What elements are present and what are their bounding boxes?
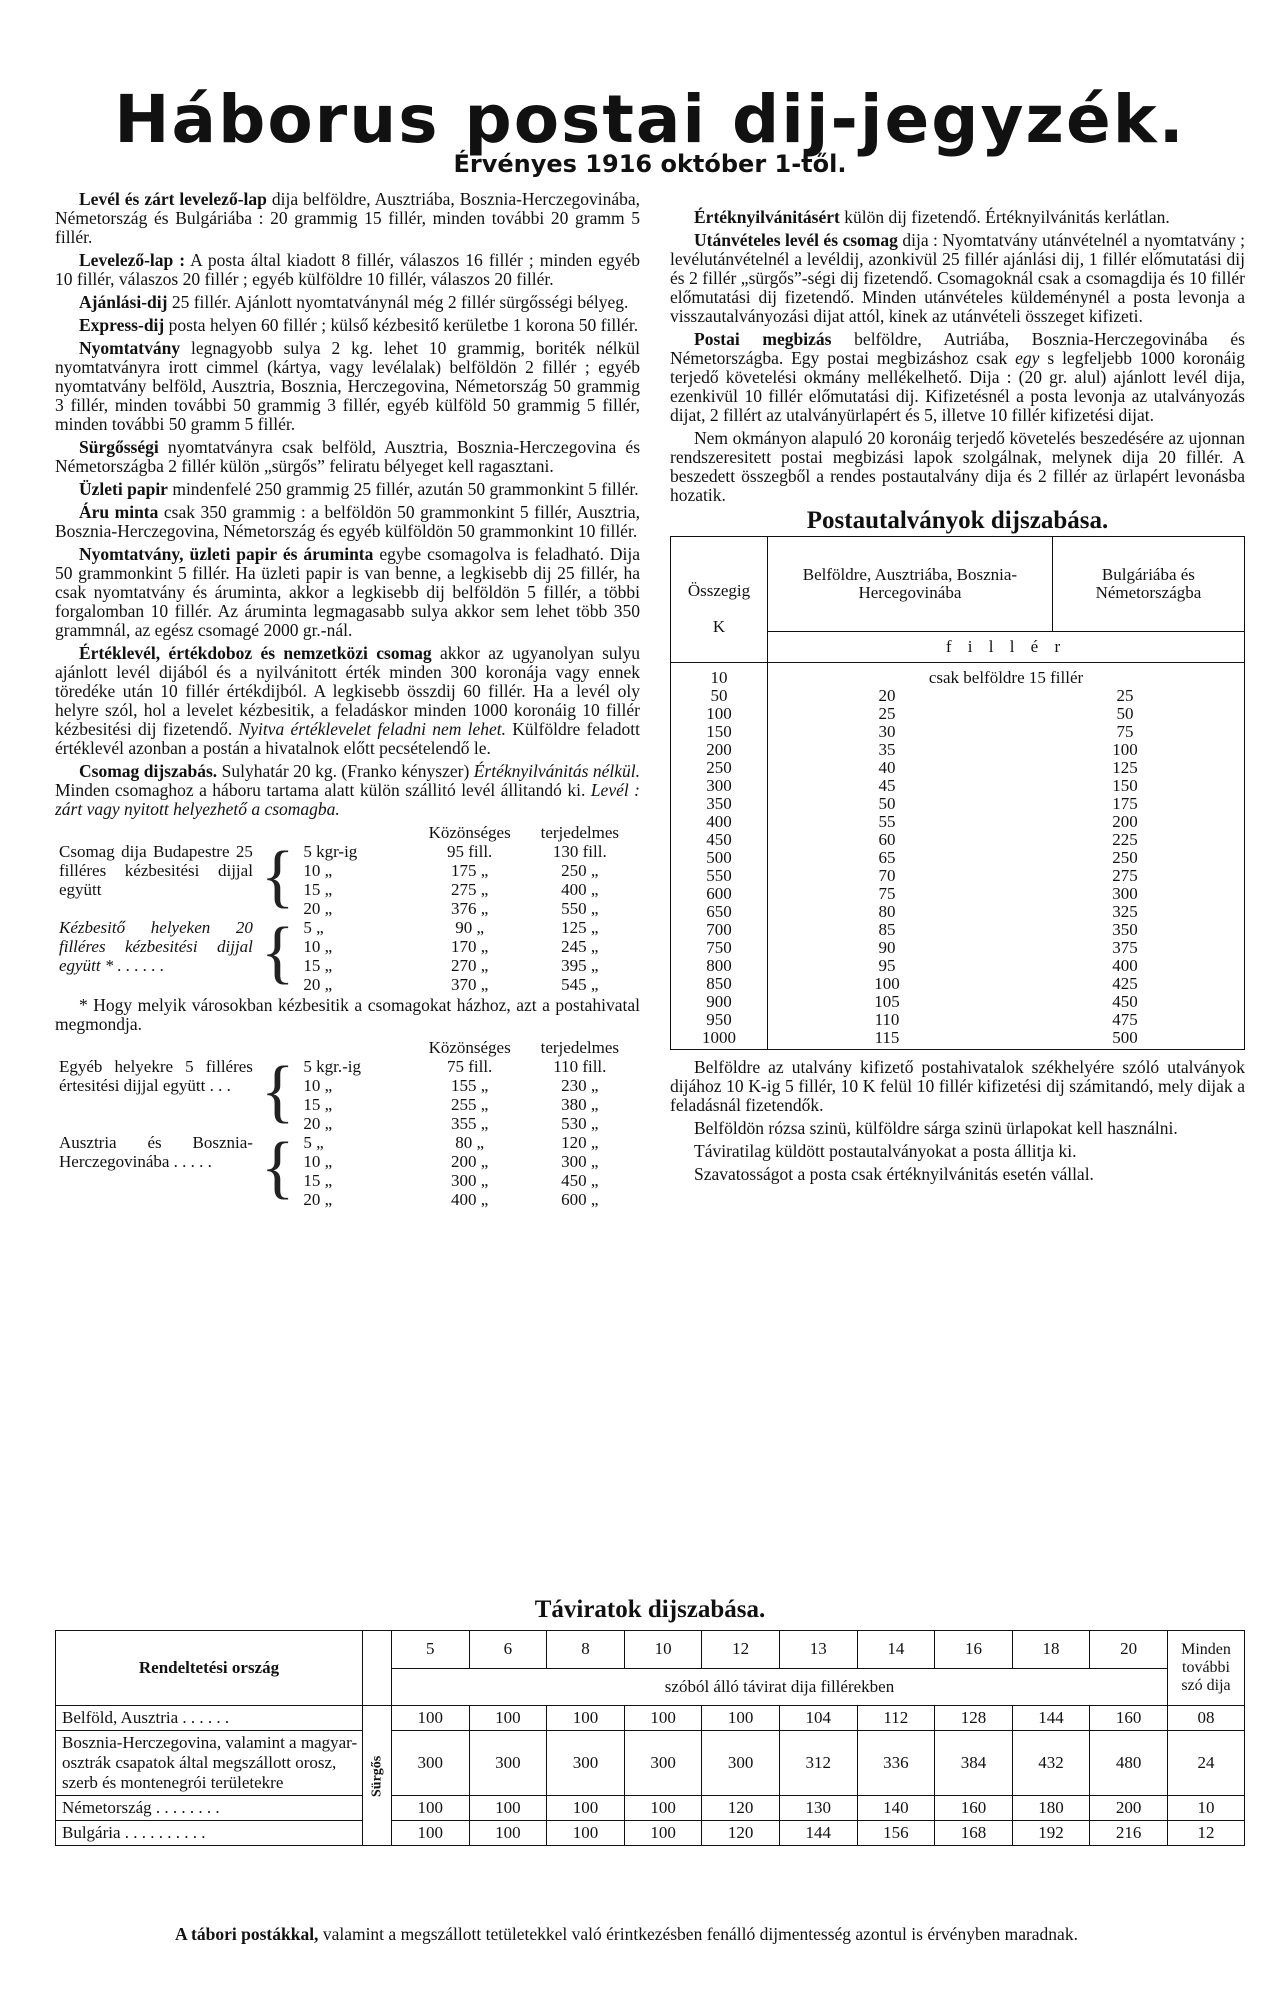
- amount-value: 10: [710, 668, 728, 687]
- amount-value: 750: [706, 938, 732, 957]
- fee-foreign: 50: [1116, 704, 1134, 723]
- fee-foreign: 375: [1112, 938, 1138, 957]
- country-cell: Németország . . . . . . . .: [56, 1796, 363, 1821]
- footer-note: [55, 1925, 1245, 1944]
- fee-foreign: 275: [1112, 866, 1138, 885]
- fee-foreign: 450: [1112, 992, 1138, 1011]
- fee-row: [768, 687, 1244, 705]
- col-words: 5: [392, 1631, 470, 1669]
- weight-cell: 15 „: [303, 956, 333, 975]
- col-foreign: Bulgáriába és Németországba: [1052, 537, 1244, 632]
- text-urgent: nyomtatványra csak belföld, Ausztria, Bosznia-Herczegovina és Németországba 2 fillér külön „sürgős” feliratu bélyeget kell ragasztani.: [55, 437, 640, 476]
- weight-cell: 10 „: [303, 1076, 333, 1095]
- fee-domestic: 65: [878, 848, 896, 867]
- price-cell: 170 „: [450, 937, 489, 956]
- text-express: posta helyen 60 fillér ; külső kézbesitő kerületbe 1 korona 50 fillér.: [168, 315, 639, 335]
- fee-foreign: 175: [1112, 794, 1138, 813]
- fee-domestic: 100: [874, 974, 900, 993]
- text-combined: egybe csomagolva is feladható. Dija 50 grammonkint 5 fillér. Ha üzleti papir is van benne, a legkisebb dij 25 fillér, ha csak nyomtatvány és áruminta, akkor a legkisebb dij belföldön 5 fillér, a többi forgalomban 10 fillér. Az áruminta legmagasabb sulya akkor sem lehet több 350 grammnál, az egész csomagé 2000 gr.-nál.: [55, 544, 640, 640]
- left-column: [55, 190, 640, 1209]
- weight-cell: 5 kgr.-ig: [303, 1057, 361, 1076]
- col-words: 18: [1012, 1631, 1090, 1669]
- term-postcard: Levelező-lap :: [79, 250, 186, 270]
- fee-row: [768, 813, 1244, 831]
- text-printed: legnagyobb sulya 2 kg. lehet 10 grammig, boriték nélkül nyomtatványra irott cimmel (kártya, vagy levélalak) belföldön 2 fillér ; egyéb nyomtatvány belföld, Ausztria, Bosznia, Herczegovina, Németország 50 grammig 3 fillér, minden további 50 grammig 3 fillér, egyéb külföld 50 grammig 5 fillér, minden további 50 gramm 5 fillér.: [55, 338, 640, 434]
- amount-value: 400: [706, 812, 732, 831]
- fee-row: [768, 1011, 1244, 1029]
- fee-row: [768, 957, 1244, 975]
- price-cell: 400 „: [561, 880, 599, 899]
- rate-cell: 300: [469, 1731, 547, 1796]
- fee-row: [768, 831, 1244, 849]
- rate-cell: 100: [547, 1706, 625, 1731]
- paragraph-urgent: [55, 438, 640, 476]
- price-cell: 120 „: [561, 1133, 599, 1152]
- amount-value: 950: [706, 1010, 732, 1029]
- weight-cell: 15 „: [303, 1095, 333, 1114]
- fee-row: [768, 867, 1244, 885]
- fee-domestic: 70: [878, 866, 896, 885]
- text-parcel-italic: Értéknyilvánitás nélkül.: [473, 761, 641, 781]
- fee-domestic: 60: [878, 830, 896, 849]
- rate-cell: 100: [547, 1796, 625, 1821]
- rate-cell: 130: [779, 1796, 857, 1821]
- fees-subtable: [768, 687, 1244, 1047]
- rate-cell: 480: [1090, 1731, 1168, 1796]
- col-bulky: terjedelmes: [540, 823, 619, 842]
- text-postcard: A posta által kiadott 8 fillér, válaszos 16 fillér ; minden egyéb 10 fillér, válaszos 20 fillér ; egyéb külföldre 10 fillér, válaszos 20 fillér.: [55, 250, 640, 289]
- term-express: Express-dij: [79, 315, 165, 335]
- right-column: [670, 208, 1245, 1188]
- footer-text: valamint a megszállott tetületekkel való érintkezésben fenálló dijmentesség azontul is érvényben maradnak.: [322, 1924, 1078, 1944]
- text-parcel-italic2: Levél : zárt vagy nyitott helyezhető a csomagba.: [55, 780, 640, 819]
- fee-foreign: 500: [1112, 1028, 1138, 1047]
- rate-cell: 336: [857, 1731, 935, 1796]
- price-cell: 245 „: [561, 937, 599, 956]
- price-cell: 545 „: [561, 975, 599, 994]
- parcel-block-1: [55, 842, 640, 861]
- price-cell: 450 „: [561, 1171, 599, 1190]
- fee-domestic: 115: [874, 1028, 900, 1047]
- price-cell: 550 „: [561, 899, 599, 918]
- money-order-table: [670, 536, 1245, 1050]
- fee-foreign: 25: [1116, 686, 1134, 705]
- tg-row-1: [56, 1706, 1245, 1731]
- weight-cell: 20 „: [303, 975, 333, 994]
- weight-cell: 20 „: [303, 1190, 333, 1209]
- weight-cell: 15 „: [303, 880, 333, 899]
- paragraph-parcel: [55, 762, 640, 819]
- rate-cell: 100: [469, 1706, 547, 1731]
- fee-domestic: 25: [878, 704, 896, 723]
- amount-value: 800: [706, 956, 732, 975]
- text-sample: csak 350 grammig : a belföldön 50 grammonkint 5 fillér, Ausztria, Bosznia-Herczegovina, Németország és egyéb külföldön 50 grammonkint 10 fillér.: [55, 502, 640, 541]
- paragraph-value-declaration: [670, 208, 1245, 227]
- rate-cell: 120: [702, 1796, 780, 1821]
- fee-foreign: 150: [1112, 776, 1138, 795]
- amount-value: 600: [706, 884, 732, 903]
- price-cell: 600 „: [561, 1190, 599, 1209]
- amount-value: 700: [706, 920, 732, 939]
- paragraph-printed: [55, 339, 640, 434]
- fee-row: [768, 759, 1244, 777]
- amount-value: 100: [706, 704, 732, 723]
- price-cell: 80 „: [455, 1133, 485, 1152]
- rate-cell: 100: [392, 1821, 470, 1846]
- rate-cell: 100: [392, 1796, 470, 1821]
- rate-cell: 312: [779, 1731, 857, 1796]
- money-order-title: Postautalványok dijszabása.: [806, 507, 1109, 534]
- paragraph-express: [55, 316, 640, 335]
- paragraph-forms: Belföldön rózsa szinü, külföldre sárga szinü ürlapokat kell használni.: [694, 1118, 1178, 1138]
- rate-cell: 140: [857, 1796, 935, 1821]
- fee-row: [768, 705, 1244, 723]
- col-ordinary: Közönséges: [428, 823, 511, 842]
- price-cell: 530 „: [561, 1114, 599, 1133]
- weight-cell: 10 „: [303, 1152, 333, 1171]
- fee-domestic: 75: [878, 884, 896, 903]
- rate-cell: 144: [1012, 1706, 1090, 1731]
- rate-cell: 100: [624, 1821, 702, 1846]
- price-cell: 75 fill.: [446, 1057, 493, 1076]
- rate-cell: 384: [935, 1731, 1013, 1796]
- price-cell: 300 „: [450, 1171, 489, 1190]
- tg-row-4: [56, 1821, 1245, 1846]
- amount-value: 200: [706, 740, 732, 759]
- tg-row-2: [56, 1731, 1245, 1796]
- text-value-letter-italic: Nyitva értéklevelet feladni nem lehet.: [238, 719, 506, 739]
- first-row-note: csak belföldre 15 fillér: [928, 668, 1084, 687]
- price-cell: 230 „: [561, 1076, 599, 1095]
- fee-foreign: 125: [1112, 758, 1138, 777]
- col-amount-label: Összegig: [687, 580, 751, 600]
- text-postal-order-b: s legfeljebb 1000 koronáig terjedő követelési okmány mellékelhető. Dija : (20 gr. alul) ajánlott levél dija, ezenkivül 10 fillér előmutatási dij. Kifizetésnél a posta levonja az utalványozás dijat, 2 fillért az utalványürlapért és 5, illetve 10 fillér kifizetési dijat.: [670, 348, 1246, 425]
- col-words: 6: [469, 1631, 547, 1669]
- col-country: Rendeltetési ország: [56, 1631, 363, 1706]
- paragraph-cod: [670, 231, 1245, 326]
- fee-row: [768, 885, 1244, 903]
- fee-row: [768, 795, 1244, 813]
- paragraph-telegraphic: Táviratilag küldött postautalványokat a posta állitja ki.: [694, 1141, 1077, 1161]
- parcel-block-2: [55, 918, 640, 937]
- fee-domestic: 45: [878, 776, 896, 795]
- weight-cell: 15 „: [303, 1171, 333, 1190]
- text-value-declaration: külön dij fizetendő. Értéknyilvánitás kerlátlan.: [844, 207, 1170, 227]
- fee-domestic: 90: [878, 938, 896, 957]
- country-cell: Bosznia-Herczegovina, valamint a magyar-osztrák csapatok által megszállott orosz, szerb és montenegrói területekre: [56, 1731, 363, 1796]
- urgent-label: Sürgős: [363, 1706, 392, 1846]
- rate-cell: 300: [392, 1731, 470, 1796]
- rate-cell: 100: [702, 1706, 780, 1731]
- price-cell: 125 „: [561, 918, 599, 937]
- brace: {: [260, 1129, 295, 1206]
- amount-value: 500: [706, 848, 732, 867]
- paragraph-postcard: [55, 251, 640, 289]
- term-cod: Utánvételes levél és csomag: [694, 230, 898, 250]
- fee-domestic: 35: [878, 740, 896, 759]
- fee-domestic: 30: [878, 722, 896, 741]
- price-cell: 90 „: [455, 918, 485, 937]
- fee-domestic: 110: [874, 1010, 900, 1029]
- price-cell: 250 „: [561, 861, 599, 880]
- term-business: Üzleti papir: [79, 479, 168, 499]
- rate-cell: 200: [1090, 1796, 1168, 1821]
- term-combined: Nyomtatvány, üzleti papir és áruminta: [79, 544, 374, 564]
- rate-cell: 168: [935, 1821, 1013, 1846]
- fee-row: [768, 975, 1244, 993]
- paragraph-business: [55, 480, 640, 499]
- rate-cell: 08: [1168, 1706, 1245, 1731]
- amount-value: 300: [706, 776, 732, 795]
- rate-cell: 100: [547, 1821, 625, 1846]
- amount-value: 450: [706, 830, 732, 849]
- rate-cell: 100: [624, 1706, 702, 1731]
- country-cell: Bulgária . . . . . . . . . .: [56, 1821, 363, 1846]
- price-cell: 255 „: [450, 1095, 489, 1114]
- rate-cell: 300: [547, 1731, 625, 1796]
- fee-foreign: 325: [1112, 902, 1138, 921]
- fee-foreign: 425: [1112, 974, 1138, 993]
- rate-cell: 192: [1012, 1821, 1090, 1846]
- parcel-block-label: Ausztria és Bosznia-Herczegovinába . . . . .: [59, 1133, 253, 1171]
- document-page: [55, 60, 1245, 1960]
- fee-domestic: 85: [878, 920, 896, 939]
- price-cell: 380 „: [561, 1095, 599, 1114]
- price-cell: 395 „: [561, 956, 599, 975]
- term-printed: Nyomtatvány: [79, 338, 181, 358]
- fee-foreign: 250: [1112, 848, 1138, 867]
- brace: {: [260, 914, 295, 991]
- term-value-declaration: Értéknyilvánitásért: [694, 207, 840, 227]
- rate-cell: 432: [1012, 1731, 1090, 1796]
- paragraph-letter: [55, 190, 640, 247]
- fee-row: [768, 939, 1244, 957]
- rate-cell: 12: [1168, 1821, 1245, 1846]
- rate-cell: 100: [392, 1706, 470, 1731]
- fees-cell: [768, 663, 1245, 1050]
- amount-value: 350: [706, 794, 732, 813]
- rate-cell: 160: [1090, 1706, 1168, 1731]
- rate-cell: 112: [857, 1706, 935, 1731]
- amount-value: 900: [706, 992, 732, 1011]
- term-postal-order: Postai megbizás: [694, 329, 832, 349]
- paragraph-claims: Nem okmányon alapuló 20 koronáig terjedő követelés beszedésére az ujonnan rendszeresitett postai megbizási lapok szolgálnak, melynek dija 20 fillér. A beszedett összegből a rendes postautalvány dija és 2 fillér az ürlapért levonásba hozatik.: [670, 428, 1245, 505]
- col-bulky: terjedelmes: [540, 1038, 619, 1057]
- term-registration: Ajánlási-dij: [79, 292, 168, 312]
- parcel-block-label: Csomag dija Budapestre 25 filléres kézbesitési dijjal együtt: [59, 842, 253, 899]
- subtitle: Érvényes 1916 október 1-től.: [453, 150, 847, 178]
- weight-cell: 20 „: [303, 1114, 333, 1133]
- parcel-block-label: Egyéb helyekre 5 filléres értesitési dijjal együtt . . .: [59, 1057, 253, 1095]
- weight-cell: 10 „: [303, 861, 333, 880]
- parcel-note: * Hogy melyik városokban kézbesitik a csomagokat házhoz, azt a postahivatal megmondja.: [55, 995, 640, 1034]
- text-parcel-b: Minden csomaghoz a háboru tartama alatt külön szállitó levél állitandó ki.: [55, 780, 586, 800]
- fee-row: [768, 849, 1244, 867]
- weight-cell: 5 „: [303, 1133, 324, 1152]
- rate-cell: 300: [624, 1731, 702, 1796]
- fee-row: [768, 1029, 1244, 1047]
- fee-domestic: 50: [878, 794, 896, 813]
- rate-cell: 144: [779, 1821, 857, 1846]
- amount-value: 250: [706, 758, 732, 777]
- amount-value: 850: [706, 974, 732, 993]
- paragraph-value-letter: [55, 644, 640, 758]
- fee-foreign: 225: [1112, 830, 1138, 849]
- fee-row: [768, 723, 1244, 741]
- col-words: 10: [624, 1631, 702, 1669]
- rate-cell: 100: [469, 1796, 547, 1821]
- col-domestic: Belföldre, Ausztriába, Bosznia-Hercegovinába: [768, 537, 1053, 632]
- rate-cell: 216: [1090, 1821, 1168, 1846]
- amount-value: 50: [710, 686, 728, 705]
- parcel-block-3: [55, 1057, 640, 1076]
- col-words: 16: [935, 1631, 1013, 1669]
- paragraph-sample: [55, 503, 640, 541]
- fee-row: [768, 741, 1244, 759]
- rate-cell: 120: [702, 1821, 780, 1846]
- rate-cell: 24: [1168, 1731, 1245, 1796]
- brace: {: [260, 1053, 295, 1130]
- parcel-rates-table-2: [55, 1038, 640, 1209]
- price-cell: 275 „: [450, 880, 489, 899]
- fee-foreign: 350: [1112, 920, 1138, 939]
- col-amount: [671, 537, 768, 663]
- fee-foreign: 200: [1112, 812, 1138, 831]
- telegraph-title: Táviratok dijszabása.: [534, 1596, 766, 1623]
- col-ordinary: Közönséges: [428, 1038, 511, 1057]
- fee-foreign: 400: [1112, 956, 1138, 975]
- amount-value: 150: [706, 722, 732, 741]
- fee-foreign: 300: [1112, 884, 1138, 903]
- text-postal-order: belföldre, Autriába, Bosznia-Herczegovinába és Németországba. Egy postai megbizáshoz csak: [670, 329, 1245, 368]
- rate-cell: 156: [857, 1821, 935, 1846]
- parcel-rates-table-1: [55, 823, 640, 994]
- col-words: 14: [857, 1631, 935, 1669]
- text-registration: 25 fillér. Ajánlott nyomtatványnál még 2 fillér sürgősségi bélyeg.: [171, 292, 629, 312]
- weight-cell: 10 „: [303, 937, 333, 956]
- rate-cell: 100: [469, 1821, 547, 1846]
- spacer-cell: [363, 1631, 392, 1669]
- price-cell: 130 fill.: [552, 842, 607, 861]
- price-cell: 175 „: [450, 861, 489, 880]
- fee-domestic: 95: [878, 956, 896, 975]
- term-sample: Áru minta: [79, 502, 159, 522]
- fee-row: [768, 993, 1244, 1011]
- col-extra-word: Minden további szó dija: [1168, 1631, 1245, 1706]
- paragraph-domestic-fee: Belföldre az utalvány kifizető postahivatalok székhelyére szóló utalványok dijához 10 K-ig 5 fillér, 10 K felül 10 fillér kifizetési dij számitandó, mely dijak a feladásnál fizetendők.: [670, 1057, 1245, 1115]
- fee-foreign: 100: [1112, 740, 1138, 759]
- price-cell: 95 fill.: [446, 842, 493, 861]
- rate-cell: 180: [1012, 1796, 1090, 1821]
- parcel-block-4: [55, 1133, 640, 1152]
- fee-domestic: 80: [878, 902, 896, 921]
- paragraph-combined: [55, 545, 640, 640]
- fee-foreign: 475: [1112, 1010, 1138, 1029]
- price-cell: 370 „: [450, 975, 489, 994]
- col-words: 12: [702, 1631, 780, 1669]
- spacer-cell: [363, 1668, 392, 1706]
- fee-domestic: 40: [878, 758, 896, 777]
- col-words: 20: [1090, 1631, 1168, 1669]
- price-cell: 376 „: [450, 899, 489, 918]
- brace: {: [260, 838, 295, 915]
- fee-row: [768, 903, 1244, 921]
- rate-cell: 160: [935, 1796, 1013, 1821]
- weight-cell: 20 „: [303, 899, 333, 918]
- fee-domestic: 105: [874, 992, 900, 1011]
- paragraph-registration: [55, 293, 640, 312]
- price-cell: 155 „: [450, 1076, 489, 1095]
- price-cell: 355 „: [450, 1114, 489, 1133]
- paragraph-guarantee: Szavatosságot a posta csak értéknyilvánitás esetén vállal.: [694, 1164, 1094, 1184]
- amounts-cell: [671, 663, 768, 1050]
- price-cell: 200 „: [450, 1152, 489, 1171]
- amount-value: 1000: [702, 1028, 736, 1047]
- telegraph-table: [55, 1630, 1245, 1846]
- term-value-letter: Értéklevél, értékdoboz és nemzetközi csomag: [79, 643, 432, 663]
- text-cod: dija : Nyomtatvány utánvételnél a nyomtatvány ; levélutánvételnél a levéldij, azonkivül 25 fillér ajánlási dij, 1 fillér előmutatási dij és 2 fillér „sürgős”-ségi dij fizetendő. Csomagoknál csak a csomagdija és 10 fillér előmutatási dij fizetendő. Minden utánvételes küldeménynél a posta levonja a visszautalványozási dijat attól, kinek az utánvételi összeget kifizeti.: [670, 230, 1245, 326]
- tg-row-3: [56, 1796, 1245, 1821]
- price-cell: 270 „: [450, 956, 489, 975]
- unit-row: f i l l é r: [768, 632, 1245, 663]
- text-value-letter: akkor az ugyanolyan sulyu ajánlott levél dijából és a nyilvánitott érték minden 300 koronája vagy ennek töredéke után 10 fillér értékdijból. A legkisebb összdij 60 fillér. Ha a levél oly helyre szól, hol a levelet kézbesitik, a feladáskor minden 1000 koronáig 10 fillér kézbesitési dij fizetendő.: [55, 643, 641, 739]
- rate-cell: 300: [702, 1731, 780, 1796]
- fee-domestic: 55: [878, 812, 896, 831]
- amount-value: 650: [706, 902, 732, 921]
- rate-cell: 128: [935, 1706, 1013, 1731]
- price-cell: 110 fill.: [553, 1057, 607, 1076]
- text-parcel: Sulyhatár 20 kg. (Franko kényszer): [221, 761, 470, 781]
- weight-cell: 5 kgr-ig: [303, 842, 358, 861]
- rate-cell: 100: [624, 1796, 702, 1821]
- text-value-letter-b: Külföldre feladott értéklevél azonban a postán a hivatalnok előtt pecsételendő le.: [55, 719, 641, 758]
- price-cell: 300 „: [561, 1152, 599, 1171]
- paragraph-postal-order: [670, 330, 1245, 425]
- text-business: mindenfelé 250 grammig 25 fillér, azután 50 grammonkint 5 fillér.: [172, 479, 639, 499]
- footer-bold: A tábori postákkal,: [175, 1924, 319, 1944]
- term-letter: Levél és zárt levelező-lap: [79, 189, 267, 209]
- weight-cell: 5 „: [303, 918, 324, 937]
- text-postal-order-italic: egy: [1015, 348, 1040, 368]
- country-cell: Belföld, Ausztria . . . . . .: [56, 1706, 363, 1731]
- parcel-block-label: Kézbesitő helyeken 20 filléres kézbesitési dijjal együtt * . . . . . .: [59, 918, 253, 975]
- main-title: Háborus postai dij-jegyzék.: [114, 81, 1186, 158]
- fee-foreign: 75: [1116, 722, 1134, 741]
- col-words: 8: [547, 1631, 625, 1669]
- col-amount-unit: K: [712, 616, 726, 636]
- rate-cell: 104: [779, 1706, 857, 1731]
- fee-row: [768, 921, 1244, 939]
- term-parcel: Csomag dijszabás.: [79, 761, 218, 781]
- telegraph-section: [55, 1590, 1245, 1846]
- amount-value: 550: [706, 866, 732, 885]
- term-urgent: Sürgősségi: [79, 437, 159, 457]
- col-words: 13: [779, 1631, 857, 1669]
- fee-domestic: 20: [878, 686, 896, 705]
- rate-cell: 10: [1168, 1796, 1245, 1821]
- fee-row: [768, 777, 1244, 795]
- text-letter: dija belföldre, Ausztriába, Bosznia-Herczegovinába, Németország és Bulgáriába : 20 grammig 15 fillér, minden további 20 gramm 5 fillér.: [55, 189, 640, 247]
- price-cell: 400 „: [450, 1190, 489, 1209]
- subhead: szóból álló távirat dija fillérekben: [392, 1668, 1168, 1706]
